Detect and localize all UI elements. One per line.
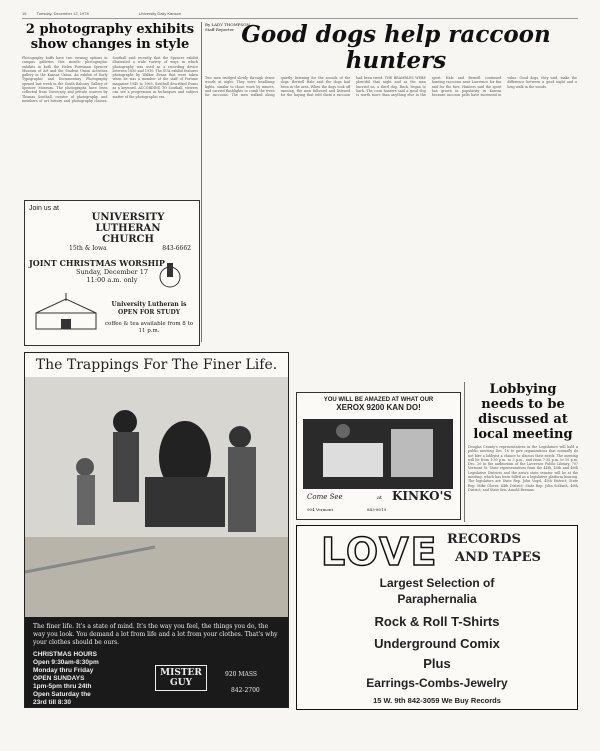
byline-role: Staff Reporter (205, 27, 234, 32)
page-header (22, 8, 578, 19)
article-photography (22, 22, 198, 192)
mister-guy-phone: 842-2700 (231, 687, 260, 694)
church-offer: coffee & tea available from 8 to 11 p.m. (104, 321, 194, 334)
church-building-icon (31, 293, 101, 333)
mister-guy-headline: The Trappings For The Finer Life. (35, 357, 278, 373)
article-lobbying-body: Douglas County's representatives in the Legislature will hold a public meeting Dec. 16 to give organizations that normally do not hire a lobbyist a chance to discuss their needs. The meeting will be from 1:30 p.m. to 3 p.m., and from 7:30 p.m. to 10 p.m. Dec. 20 in the auditorium of the Lawrence Public Library, 707 Vermont St. State representatives from the 44th, 45th and 46th Legislative Districts and the area's state senator will be at the meeting, which has been billed as a legislative platform hearing. The legislators are State Rep. John Vogel, 45th District; State Rep. Mike Glover, 44th District; State Rep. John Solbach, 46th District; and State Sen. Arnold Berman. (468, 445, 578, 492)
love-records-ad (296, 525, 578, 710)
kinkos-top-2: XEROX 9200 KAN DO! (336, 403, 421, 412)
mister-guy-footer (25, 617, 288, 707)
hours-line-2: Monday thru Friday (33, 667, 94, 674)
love-records: RECORDS (447, 532, 521, 547)
article-lobbying-title: Lobbying needs to be discussed at local meeting (473, 382, 573, 442)
church-open: University Lutheran is OPEN FOR STUDY (111, 301, 187, 316)
hours-line-3: OPEN SUNDAYS (33, 675, 85, 682)
byline-name: By LADY THOMPSON (205, 22, 250, 27)
paper-name: University Daily Kansan (138, 10, 181, 16)
copier-photo-icon (303, 419, 453, 489)
church-join: Join us at (29, 205, 59, 212)
hours-line-4: 1pm-5pm thru 24th (33, 683, 92, 690)
hours-line-5: Open Saturday the (33, 691, 91, 698)
love-line-2: Paraphernalia (397, 592, 477, 606)
hours-line-6: 23rd till 8:30 (33, 699, 71, 706)
mister-guy-logo: MISTER GUY (155, 665, 207, 691)
article-raccoon-body: Two men trudged slowly through dense woods at night. They were headlamp lights, similar to those worn by miners, and carried flashlights to comb the trees for raccoons. The men walked along quietly, listening for the sounds of the dogs. Bernell Hale said the dogs had been in the area. When the dogs took off running, the men followed and listened for the baying that told them a raccoon had been treed. THE BRAMBLES WERE plentiful that night and as the men hurried on, a third dog, Buck, began to bark. The coon hunters said a good dog is worth more than anything else in the sport. Hale and Bernell continued hunting raccoons near Lawrence for fun and for the furs. Hunters said the sport has grown in popularity in Kansas because raccoon pelts have increased in value. Good dogs, they said, make the difference between a good night and a long walk in the woods. (205, 76, 577, 98)
column-rule-1 (201, 22, 202, 342)
love-address: 15 W. 9th 842-3059 We Buy Records (373, 696, 501, 705)
kinkos-come-see: Come See (307, 493, 343, 501)
article-photography-body: Photography buffs have two viewing options in campus galleries this month: photographic exhibits in both the Helen Foresman Spencer Museum of Art and the Student Union Activities gallery in the Kansas Union. An exhibit of Early Typographic and Documentary Photography opened last week in the South Balcony Gallery of Spencer Museum. The photographs have been collected from University and private sources by Thomas Southall, curator of photography, and members of art history and photography classes. Southall said recently that the Spencer exhibit illustrated a wide variety of ways in which photography was used as a recording device between 1850 and 1910. The SUA exhibit features photographs by Walker Evans that were taken when he was a member of the staff of Fortune magazine 1945 to 1965. Southall described Evans as a keyword. ACCORDING TO Southall, viewers can see a progression in techniques and subject matter of the photographic era. (22, 56, 198, 103)
article-lobbying (468, 382, 578, 512)
column-rule-2 (464, 382, 465, 522)
love-line-6: Earrings-Combs-Jewelry (366, 676, 508, 690)
article-raccoon-title: Good dogs help raccoon hunters (241, 21, 551, 74)
church-phone: 843-6662 (162, 245, 191, 252)
mister-guy-ad (24, 352, 289, 708)
hours-title: CHRISTMAS HOURS (33, 651, 97, 658)
hours-line-1: Open 9:30am-8:30pm (33, 659, 99, 666)
article-raccoon (205, 22, 577, 377)
church-address-line (29, 245, 195, 252)
kinkos-top-1: YOU WILL BE AMAZED AT WHAT OUR (323, 397, 434, 403)
kinkos-phone: 843-8019 (367, 507, 387, 512)
love-line-5: Plus (423, 656, 451, 671)
church-time: 11:00 a.m. only (86, 276, 138, 284)
church-event: JOINT CHRISTMAS WORSHIP (29, 258, 165, 268)
love-logo: LOVE (321, 530, 439, 574)
mister-guy-address: 920 MASS (225, 671, 257, 678)
mister-guy-hours (33, 651, 99, 707)
riders-photo-icon (25, 377, 288, 617)
love-line-1: Largest Selection of (379, 576, 495, 590)
love-line-3: Rock & Roll T-Shirts (374, 614, 500, 629)
kinkos-at: at (377, 495, 382, 501)
church-ad (24, 200, 200, 346)
kinkos-address: 904 Vermont (307, 507, 334, 512)
love-line-4: Underground Comix (374, 636, 500, 651)
article-raccoon-byline (205, 22, 250, 32)
candle-icon (155, 259, 185, 289)
mister-guy-copy: The finer life. It's a state of mind. It's the way you feel, the things you do, the way you look. You demand a lot from life and a lot from your clothes. That's why your clothes should be ours. (33, 623, 278, 646)
page-date: Tuesday, December 12, 1978 (36, 10, 89, 16)
church-name: UNIVERSITY LUTHERAN CHURCH (91, 212, 165, 245)
church-date: Sunday, December 17 (76, 268, 148, 276)
kinkos-name: KINKO'S (392, 489, 452, 503)
article-photography-title: 2 photography exhibits show changes in style (25, 22, 195, 52)
church-address: 15th & Iowa (69, 245, 107, 252)
kinkos-ad (296, 392, 461, 520)
love-tapes: AND TAPES (455, 550, 541, 565)
page-number: 16 (22, 10, 27, 16)
